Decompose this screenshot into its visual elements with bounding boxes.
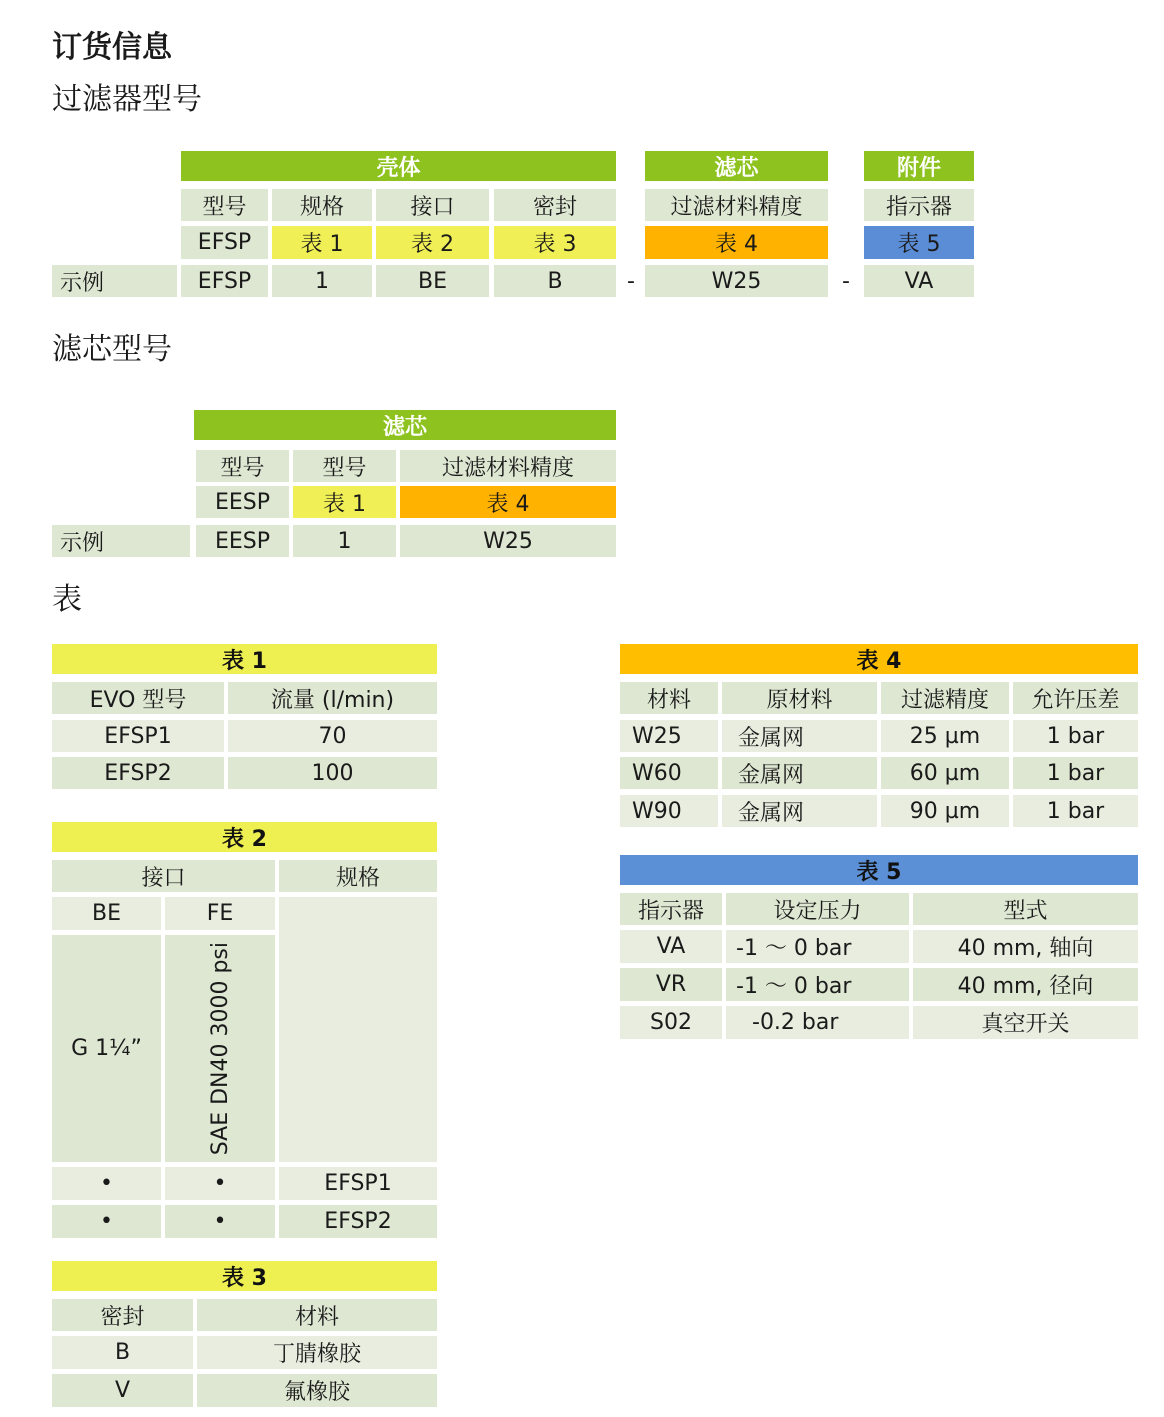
code-type: EFSP	[181, 226, 268, 259]
example-port: BE	[376, 265, 489, 297]
element-group-header: 滤芯	[194, 410, 616, 440]
table4-header-rating: 过滤精度	[881, 682, 1009, 714]
example-seal: B	[494, 265, 616, 297]
table4-header-raw-material: 原材料	[722, 682, 877, 714]
table2-title: 表 2	[52, 822, 437, 852]
table2-cell: •	[165, 1167, 275, 1200]
table4-cell: 1 bar	[1013, 757, 1138, 789]
col-header-seal: 密封	[494, 189, 616, 221]
table4-cell: 25 µm	[881, 720, 1009, 752]
table2-cell: EFSP2	[279, 1205, 437, 1238]
table2-thread-be: G 1¼”	[52, 935, 161, 1162]
el-example-label: 示例	[52, 525, 190, 557]
code-table4: 表 4	[645, 226, 828, 259]
col-header-type: 型号	[181, 189, 268, 221]
table2-header-port: 接口	[52, 860, 275, 892]
el-col-header-size: 型号	[293, 450, 396, 482]
table5-cell: 40 mm, 轴向	[913, 930, 1138, 963]
table1-title: 表 1	[52, 644, 437, 674]
example-label: 示例	[52, 265, 177, 297]
table3-header-material: 材料	[197, 1299, 437, 1331]
table3-cell: V	[52, 1374, 193, 1407]
table4-cell: 90 µm	[881, 795, 1009, 827]
table1-cell: 70	[228, 720, 437, 752]
table4-cell: 金属网	[722, 795, 877, 827]
table3-cell: B	[52, 1336, 193, 1369]
table1-header-model: EVO 型号	[52, 682, 224, 714]
table2-cell: •	[52, 1205, 161, 1238]
table4-cell: W25	[620, 720, 718, 752]
example-size: 1	[272, 265, 372, 297]
table1-header-flow: 流量 (l/min)	[228, 682, 437, 714]
table4-title: 表 4	[620, 644, 1138, 674]
el-col-header-filter-rating: 过滤材料精度	[400, 450, 616, 482]
table5-cell: S02	[620, 1006, 722, 1039]
table3-header-seal: 密封	[52, 1299, 193, 1331]
code-table1: 表 1	[272, 226, 372, 259]
code-table3: 表 3	[494, 226, 616, 259]
code-table2: 表 2	[376, 226, 489, 259]
table5-header-indicator: 指示器	[620, 893, 722, 925]
el-example-size: 1	[293, 525, 396, 557]
col-header-filter-rating: 过滤材料精度	[645, 189, 828, 221]
el-code-table4: 表 4	[400, 486, 616, 518]
table4-cell: W90	[620, 795, 718, 827]
group-accessory-header: 附件	[864, 151, 974, 181]
group-element-header: 滤芯	[645, 151, 828, 181]
example-filter-rating: W25	[645, 265, 828, 297]
table3-cell: 氟橡胶	[197, 1374, 437, 1407]
table5-cell: -1 ～ 0 bar	[726, 968, 909, 1001]
table5-cell: -0.2 bar	[726, 1006, 909, 1039]
group-housing-header: 壳体	[181, 151, 616, 181]
table4-header-material: 材料	[620, 682, 718, 714]
col-header-port: 接口	[376, 189, 489, 221]
el-col-header-type: 型号	[196, 450, 289, 482]
table5-header-setpoint: 设定压力	[726, 893, 909, 925]
table2-cell: EFSP1	[279, 1167, 437, 1200]
table5-cell: 40 mm, 径向	[913, 968, 1138, 1001]
table2-subheader-fe: FE	[165, 897, 275, 930]
table5-header-type: 型式	[913, 893, 1138, 925]
table2-thread-fe	[165, 935, 275, 1162]
table5-title: 表 5	[620, 855, 1138, 885]
table4-header-pressure: 允许压差	[1013, 682, 1138, 714]
table3-cell: 丁腈橡胶	[197, 1336, 437, 1369]
el-code-type: EESP	[196, 486, 289, 518]
tables-heading: 表	[52, 582, 82, 617]
table1-cell: 100	[228, 757, 437, 789]
table4-cell: W60	[620, 757, 718, 789]
table2-thread-fe-label: SAE DN40 3000 psi	[207, 941, 233, 1156]
el-example-filter-rating: W25	[400, 525, 616, 557]
table5-cell: VA	[620, 930, 722, 963]
table2-header-size: 规格	[279, 860, 437, 892]
el-code-table1: 表 1	[293, 486, 396, 518]
table4-cell: 金属网	[722, 720, 877, 752]
table2-size-blank-cell	[279, 897, 437, 1162]
filter-model-heading: 过滤器型号	[52, 82, 202, 117]
table4-cell: 60 µm	[881, 757, 1009, 789]
table5-cell: 真空开关	[913, 1006, 1138, 1039]
table4-cell: 1 bar	[1013, 795, 1138, 827]
element-model-heading: 滤芯型号	[52, 332, 172, 367]
page-title: 订货信息	[52, 30, 172, 65]
col-header-indicator: 指示器	[864, 189, 974, 221]
table2-cell: •	[165, 1205, 275, 1238]
table1-cell: EFSP1	[52, 720, 224, 752]
table5-cell: -1 ～ 0 bar	[726, 930, 909, 963]
separator-dash: -	[627, 268, 635, 294]
separator-dash: -	[842, 268, 850, 294]
table2-subheader-be: BE	[52, 897, 161, 930]
table4-cell: 金属网	[722, 757, 877, 789]
table3-title: 表 3	[52, 1261, 437, 1291]
table2-cell: •	[52, 1167, 161, 1200]
table1-cell: EFSP2	[52, 757, 224, 789]
table5-cell: VR	[620, 968, 722, 1001]
code-table5: 表 5	[864, 226, 974, 259]
table4-cell: 1 bar	[1013, 720, 1138, 752]
example-indicator: VA	[864, 265, 974, 297]
col-header-size: 规格	[272, 189, 372, 221]
example-type: EFSP	[181, 265, 268, 297]
el-example-type: EESP	[196, 525, 289, 557]
